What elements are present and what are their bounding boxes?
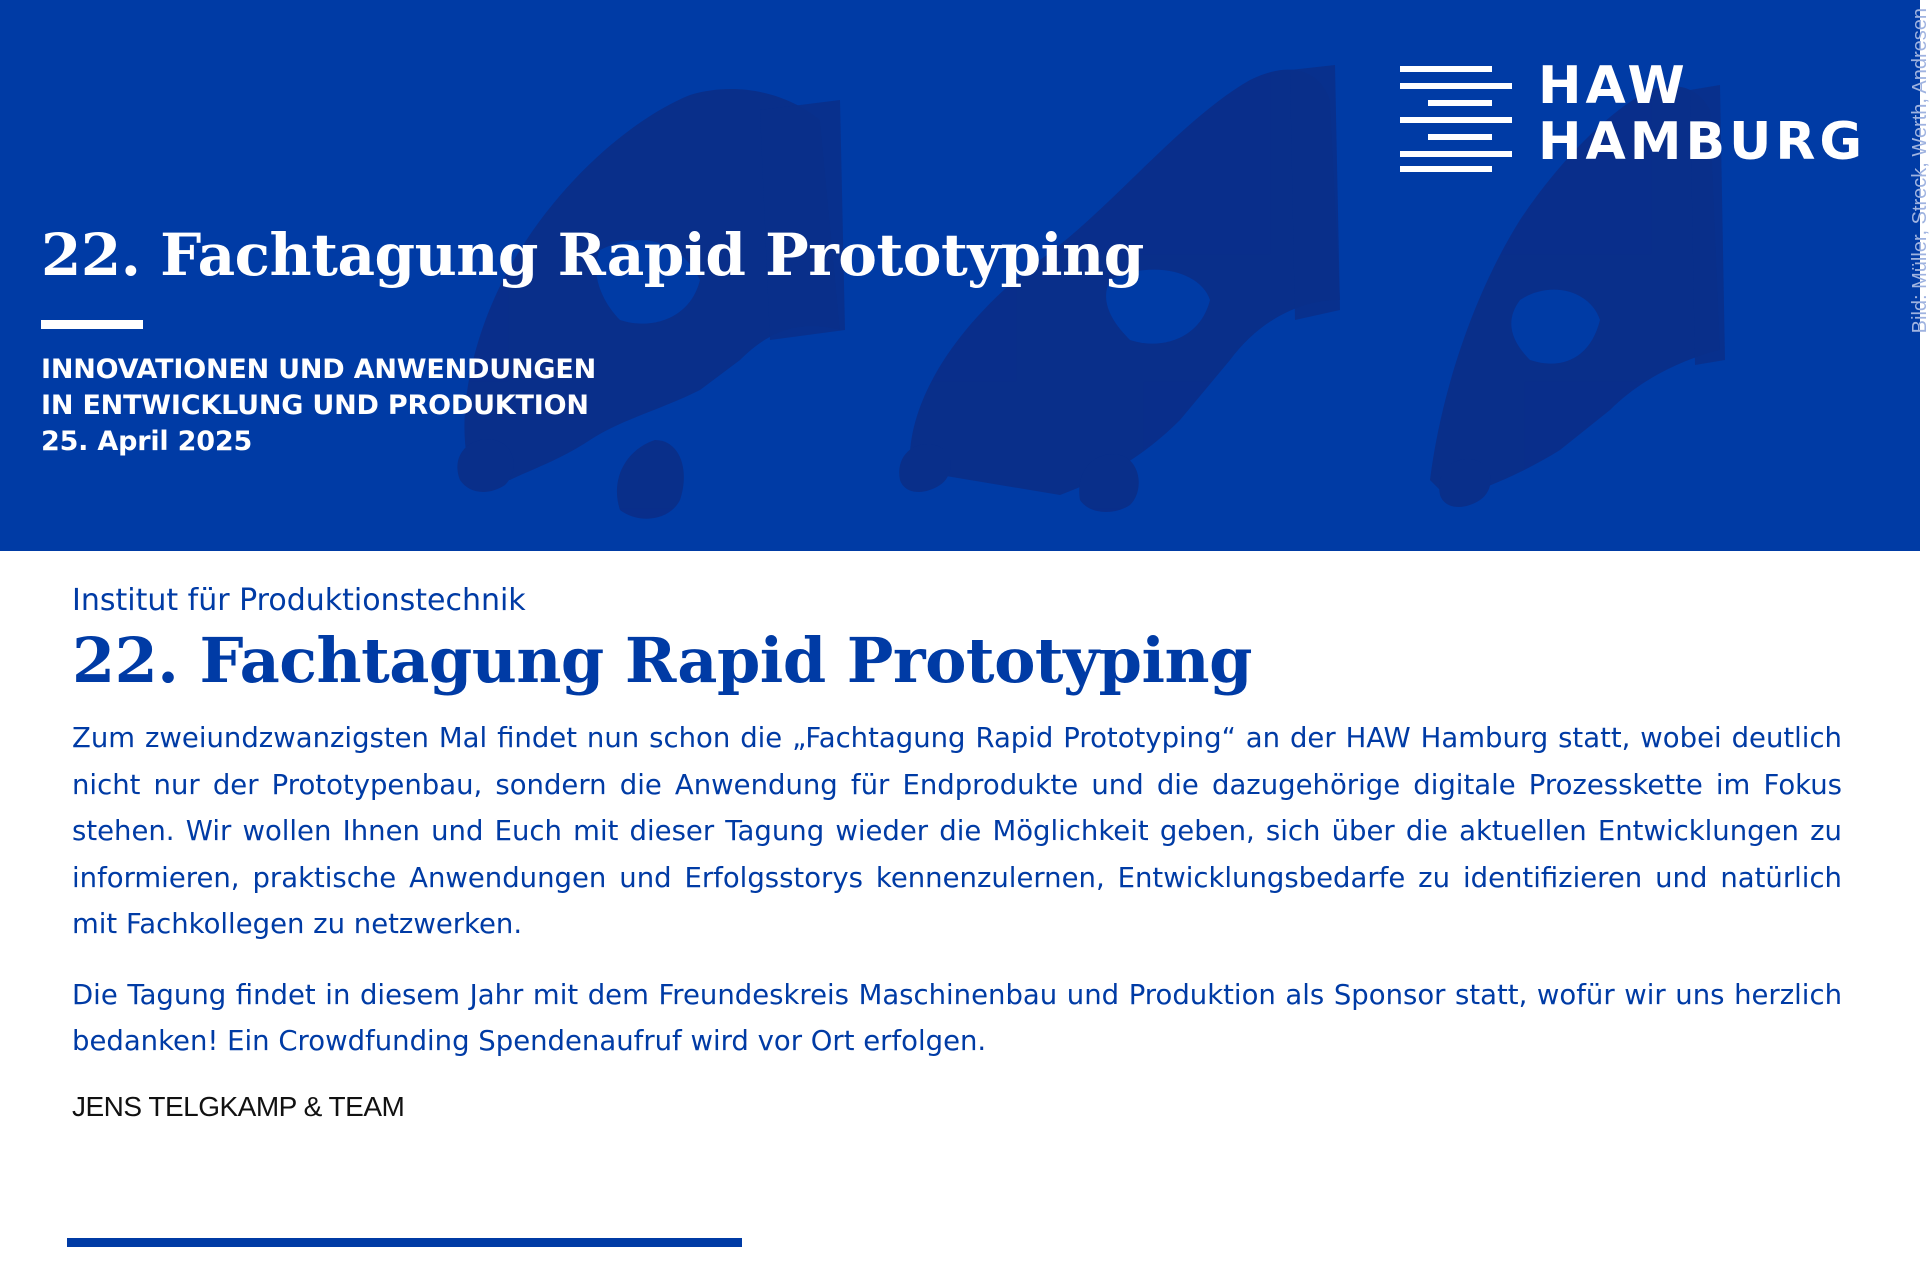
banner-subtitle-line1: INNOVATIONEN UND ANWENDUNGEN	[41, 354, 596, 385]
sponsor-paragraph: Die Tagung findet in diesem Jahr mit dem Freundeskreis Maschinenbau und Produktion als Sponsor statt, wofür wir uns herzlich bedanken! Ein Crowdfunding Spendenaufruf wird vor Ort erfolgen.	[72, 978, 1842, 1057]
header-banner	[0, 0, 1931, 551]
intro-paragraph: Zum zweiundzwanzigsten Mal findet nun schon die „Fachtagung Rapid Prototyping“ an der HAW Hamburg statt, wobei deutlich nicht nur der Prototypenbau, sondern die Anwendung für Endprodukte und die dazugehörige digitale Prozesskette im Fokus stehen. Wir wollen Ihnen und Euch mit dieser Tagung wieder die Möglichkeit geben, sich über die aktuellen Entwicklungen zu informieren, praktische Anwendungen und Erfolgsstorys kennenzulernen, Entwicklungsbedarfe zu identifizieren und natürlich mit Fachkollegen zu netzwerken.	[72, 722, 1842, 940]
banner-divider	[41, 320, 143, 329]
haw-bars-logo-icon	[1400, 62, 1520, 172]
signature: JENS TELGKAMP & TEAM	[72, 1090, 405, 1122]
haw-hamburg-logo	[1400, 56, 1867, 172]
banner-title: 22. Fachtagung Rapid Prototyping	[41, 221, 1144, 289]
footer-divider	[67, 1238, 742, 1247]
logo-line2: HAMBURG	[1538, 112, 1867, 172]
logo-line1: HAW	[1538, 56, 1689, 116]
main-content	[72, 583, 1842, 1127]
photo-credit: Bild: Müller, Streck, Werth, Andresen	[1909, 8, 1931, 334]
banner-subtitle-line2: IN ENTWICKLUNG UND PRODUKTION	[41, 390, 589, 421]
institute-name: Institut für Produktionstechnik	[72, 583, 526, 618]
banner-subtitle	[41, 352, 596, 460]
event-date: 25. April 2025	[41, 426, 253, 457]
page-title: 22. Fachtagung Rapid Prototyping	[72, 624, 1252, 697]
logo-wordmark	[1538, 58, 1866, 170]
